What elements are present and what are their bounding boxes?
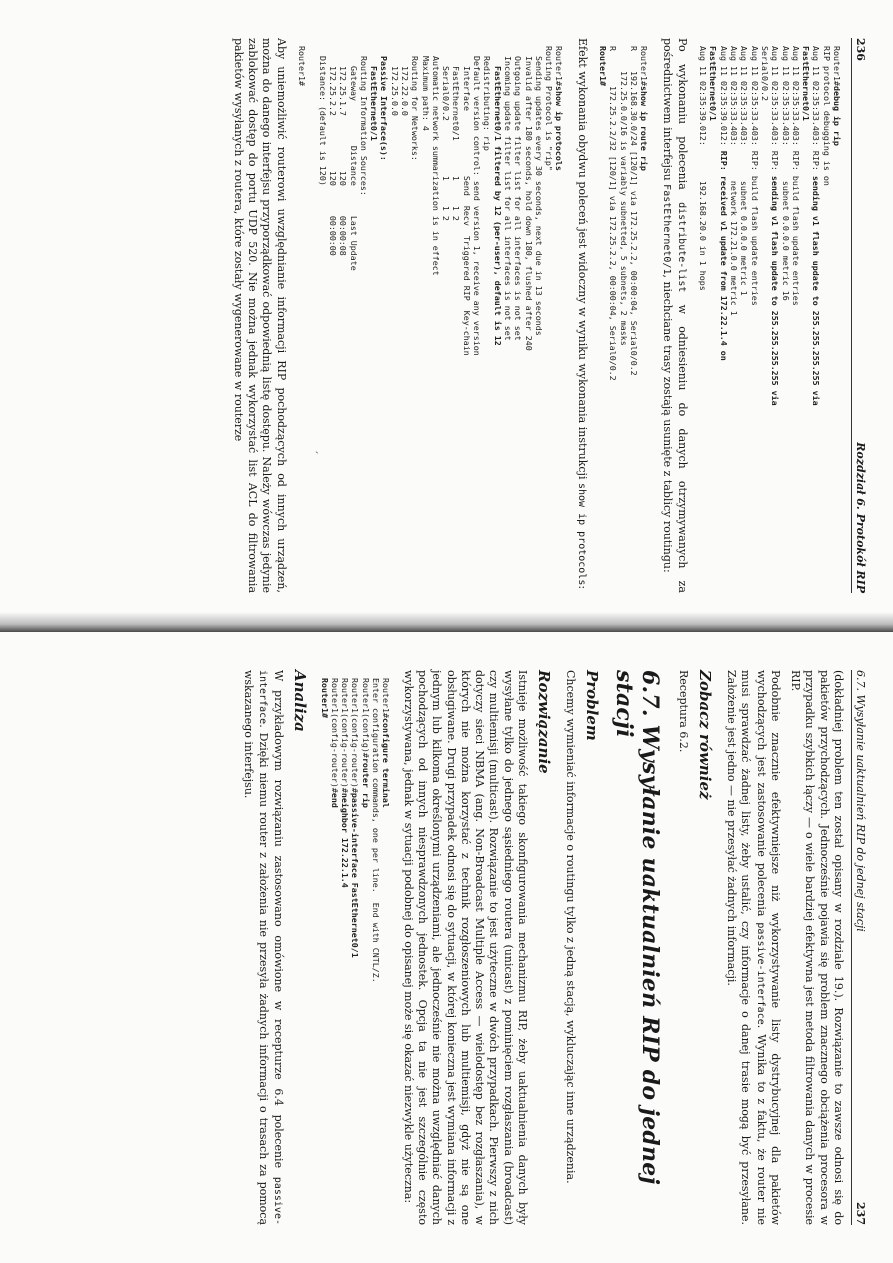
running-header-237 (851, 670, 867, 1225)
code-line: Router1(config-router)#end (329, 678, 340, 808)
code-line: Aug 11 02:35:33.403: RIP: build flash update entries (749, 46, 760, 306)
code-line: Router1(config-router)#passive-interface FastEthernet0/1 (350, 678, 361, 958)
page-number: 237 (854, 1202, 867, 1225)
code-line: 172.25.0.0 (389, 46, 400, 116)
code-line: Router1#debug ip rip (832, 46, 842, 146)
text-segment: . Dzięki niemu router z założenia nie przesyła żadnych informacji o trasach za pomocą wskazanego interfejsu. (241, 670, 270, 1225)
paragraph-acl: Aby uniemożliwić routerowi uwzględnianie informacji RIP pochodzących od innych urządzeń, można do danego interfejsu przyporządkować odpowiednią listę dostępu. Należy wówczas jedynie zablokować dostęp do portu UDP 520. Nie można jednak wykorzystać list ACL do filtrowania pakietów wysyłanych z routera, które zostały wygenerowane w routerze (231, 38, 288, 593)
code-line: Aug 11 02:35:33.403: RIP: sending v1 flash update to 255.255.255.255 via (770, 46, 781, 406)
paragraph-problem: Chcemy wymieniać informacje o routingu tylko z jedną stacją, wykluczając inne urządzenia. (564, 670, 578, 1184)
code-line: FastEthernet0/1 filtered by 12 (per-user), default is 12 (492, 46, 503, 346)
code-show-ip-route (598, 46, 649, 593)
code-debug-output (698, 46, 842, 593)
code-line: Gateway Distance Last Update (348, 46, 359, 271)
paragraph-effect (573, 38, 588, 593)
paragraph-passive-interface (724, 670, 782, 1225)
page-number: 236 (854, 38, 867, 61)
code-line: Aug 11 02:35:33.403: network 172.21.0.0 metric 1 (729, 46, 740, 316)
code-line: Router1#show ip route rip (639, 46, 650, 171)
code-line: FastEthernet0/1 1 1 2 (451, 46, 462, 221)
section-title: 6.7. Wysyłanie uaktualnień RIP do jednej stacji (611, 670, 664, 1185)
code-line: Routing Protocol is "rip" (544, 46, 555, 171)
code-line: Distance: (default is 120) (317, 46, 328, 186)
code-line: 172.25.0.0/16 is variably subnetted, 5 subnets, 2 masks (618, 46, 629, 346)
code-line: Router1(config)#router rip (360, 678, 371, 808)
code-line: FastEthernet0/1 (369, 46, 380, 141)
code-line: 172.25.1.7 120 00:00:08 (338, 46, 349, 256)
code-line: Outgoing update filter list for all interfaces is not set (513, 46, 524, 341)
page-237 (0, 632, 893, 1263)
text-segment: Efekt wykonania obydwu poleceń jest widoczny w wyniku wykonania instrukcji (575, 38, 589, 483)
paragraph-distribute-list (658, 38, 689, 593)
stray-mark: ˏ (315, 440, 319, 454)
page-237-content (0, 632, 893, 1263)
running-title: 6.7. Wysyłanie uaktualnień RIP do jednej stacji (854, 670, 867, 932)
paragraph-continuation: (dokładniej problem ten został opisany w rozdziale 19.). Rozwiązanie to zawsze odnosi się do pakietów przychodzących. Jednocześnie pojawia się problem znacznego obciążenia procesora w przypadku szybkich łączy — o wiele bardziej efektywna jest metoda filtrowania danych w procesie RIP. (789, 670, 845, 1225)
code-line: R 192.168.30.0/24 [120/1] via 172.25.2.2, 00:00:04, Serial0/0.2 (628, 46, 639, 376)
code-line: Aug 11 02:35:39.012: 192.168.20.0 in 1 hops (698, 46, 709, 291)
page-236 (0, 0, 893, 631)
code-line: Invalid after 180 seconds, hold down 180, flushed after 240 (523, 46, 534, 351)
code-line: Router1# (297, 46, 308, 86)
text-segment: , niechciane trasy zostają usunięte z tablicy routingu: (660, 274, 674, 573)
code-line: Aug 11 02:35:39.012: RIP: received v1 update from 172.22.1.4 on (718, 46, 729, 361)
text-segment: W przykładowym rozwiązaniu zastosowano omówione w recepturze 6.4 polecenie (272, 670, 286, 1177)
code-line: Interface Send Recv Triggered RIP Key-chain (461, 46, 472, 356)
code-line: Router1# (598, 46, 609, 86)
code-line: Router1# (319, 678, 330, 718)
heading-problem: Problem (583, 670, 602, 741)
inline-code: show ip protocols (575, 482, 587, 586)
code-line: Enter configuration commands, one per line. End with CNTL/Z. (371, 678, 382, 983)
code-line: Serial0/0.2 (759, 46, 770, 101)
paragraph-see-also: Receptura 6.2. (676, 670, 690, 753)
code-line: Automatic network summarization is in effect (430, 46, 441, 276)
code-line: Passive Interface(s): (379, 46, 390, 161)
code-line: RIP protocol debugging is on (821, 46, 832, 186)
code-line: Routing for Networks: (410, 46, 421, 161)
text-segment: . Wynika to z faktu, że router nie musi sprawdzać żadnej listy, żeby ustalić, czy informacje o danej trasie mogą być przesyłane. Założenie jest jedno — nie przesyłać żadnych informacji. (724, 670, 768, 1225)
code-line: Default version control: send version 1, receive any version (472, 46, 483, 356)
inline-code: FastEthernet0/1 (660, 184, 672, 275)
code-line: Aug 11 02:35:33.403: subnet 0.0.0.0 metric 1 (739, 46, 750, 296)
code-line: Maximum path: 4 (420, 46, 431, 131)
heading-see-also: Zobacz również (695, 670, 714, 800)
paragraph-analysis (240, 670, 285, 1225)
code-show-ip-protocols (297, 46, 565, 593)
code-line: Router1(config-router)#neighbor 172.22.1.4 (340, 678, 351, 888)
code-line: R 172.25.2.2/32 [120/1] via 172.25.2.2, 00:00:04, Serial0/0.2 (608, 46, 619, 381)
code-line: Router1#show ip protocols (554, 46, 565, 171)
text-segment: : (575, 585, 589, 590)
text-segment: w odniesieniu do danych otrzymywanych za pośrednictwem interfejsu (660, 38, 689, 593)
code-line: Serial0/0.2 1 1 2 (441, 46, 452, 221)
paragraph-solution: Istnieje możliwość takiego skonfigurowania mechanizmu RIP, żeby uaktualnienia danych były wysyłane tylko do jednego sąsiedniego routera (unicast) z pominięciem rozgłaszania (broadcast) czy multiemisji (multicast). Rozwiązanie to jest użyteczne w dwóch przypadkach. Pierwszy z nich dotyczy sieci NBMA (ang. Non-Broadcast Multiple Access — wielodostęp bez rozgłaszania), w których nie można korzystać z technik rozgłoszeniowych lub multiemisji, gdyż nie są one obsługiwane. Drugi przypadek odnosi się do sytuacji, w której konieczna jest wymiana informacji z jednym lub kilkoma określonymi urządzeniami, ale jednocześnie nie można uwzględniać danych pochodzących od innych niesprawdzonych jednostek. Opcja ta nie jest szczególnie często wykorzystywana, jednak w sytuacji podobnej do opisanej może się okazać niezwykle użyteczna: (401, 670, 530, 1225)
code-line: Aug 11 02:35:33.403: RIP: build flash update entries (790, 46, 801, 306)
code-line: Aug 11 02:35:33.403: RIP: sending v1 flash update to 255.255.255.255 via (811, 46, 822, 406)
code-line: Router1#configure terminal (381, 678, 392, 808)
text-segment: Po wykonaniu polecenia (675, 38, 689, 203)
code-line: FastEthernet0/1 (801, 46, 812, 121)
code-line (307, 46, 317, 593)
text-segment: Podobnie znacznie efektywniejsze niż wykorzystywanie listy dystrybucyjnej dla pakietów wychodzących jest zastosowanie polecenia (754, 670, 782, 1225)
code-configure (319, 678, 391, 1225)
code-line: Incoming update filter list for all interfaces is not set (502, 46, 513, 341)
code-line: Redistributing: rip (482, 46, 493, 151)
running-header-236 (851, 38, 867, 593)
inline-code: distribute-list (675, 202, 687, 293)
code-line: Sending updates every 30 seconds, next due in 13 seconds (533, 46, 544, 336)
page-236-content (0, 0, 893, 631)
code-line: Aug 11 02:35:33.403: subnet 0.0.0.0 metric 16 (780, 46, 791, 301)
code-line: 172.25.2.2 120 00:00:00 (327, 46, 338, 256)
code-line: 172.22.0.0 (400, 46, 411, 116)
running-title: Rozdział 6. Protokół RIP (854, 442, 867, 593)
code-line: FastEthernet0/1 (708, 46, 719, 121)
code-line: Routing Information Sources: (358, 46, 369, 196)
heading-analysis: Analiza (291, 670, 310, 732)
inline-code: passive-interface (754, 922, 766, 1025)
heading-solution: Rozwiązanie (535, 670, 554, 774)
inline-code: passive-interface (256, 670, 284, 1225)
